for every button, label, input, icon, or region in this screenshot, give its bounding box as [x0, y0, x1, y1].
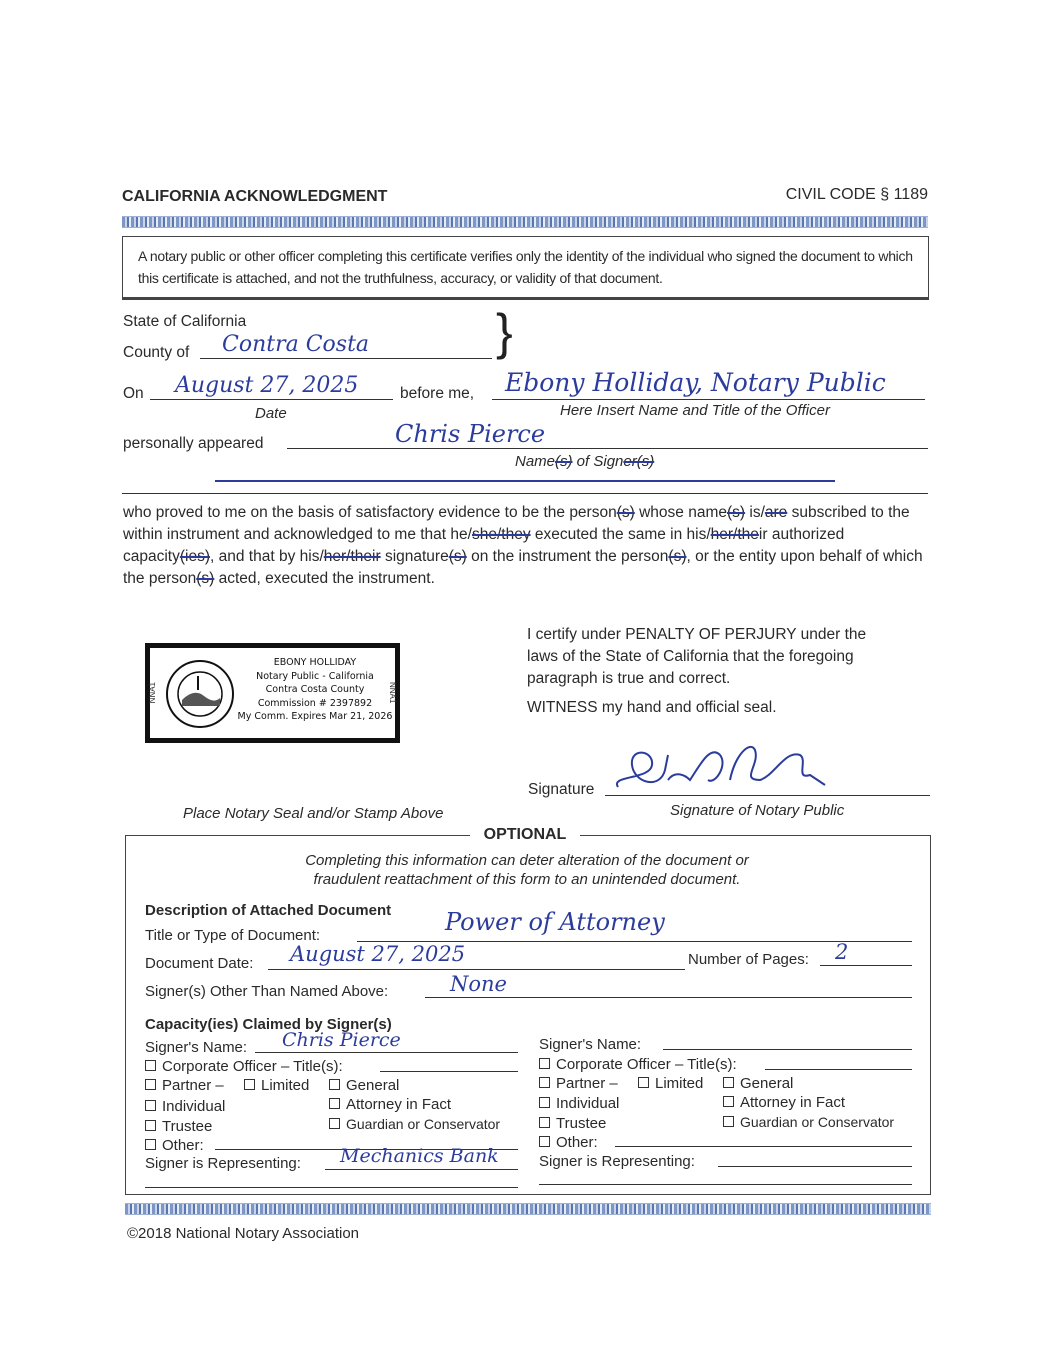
decorative-border [125, 1203, 931, 1215]
other-checkbox[interactable]: Other: [145, 1137, 204, 1154]
representing-field[interactable]: Mechanics Bank [340, 1145, 499, 1167]
signer-name-line [255, 1052, 518, 1053]
pages-label: Number of Pages: [688, 951, 809, 968]
signature-caption: Signature of Notary Public [670, 802, 845, 819]
corporate-officer-checkbox[interactable]: Corporate Officer – Title(s): [539, 1056, 737, 1073]
pages-line [820, 965, 912, 966]
county-field[interactable]: Contra Costa [222, 332, 370, 357]
notice-text: A notary public or other officer completing this certificate verifies only the identity of the individual who signed the document to which this certificate is attached, and not the truthfulness, accuracy, or validity of that document. [138, 248, 913, 286]
limited-checkbox[interactable]: Limited [244, 1077, 309, 1094]
signer-name-field[interactable]: Chris Pierce [395, 420, 546, 448]
other-checkbox[interactable]: Other: [539, 1134, 598, 1151]
state-seal-icon [164, 658, 236, 730]
copyright: ©2018 National Notary Association [127, 1225, 360, 1242]
state-label: State of California [123, 313, 247, 330]
trustee-checkbox[interactable]: Trustee [539, 1115, 606, 1132]
officer-line [492, 399, 925, 400]
general-checkbox[interactable]: General [723, 1075, 793, 1092]
guardian-checkbox[interactable]: Guardian or Conservator [723, 1114, 894, 1130]
second-appeared-line [122, 493, 928, 494]
document-title-field[interactable]: Power of Attorney [445, 908, 665, 936]
acknowledgment-paragraph: who proved to me on the basis of satisfactory evidence to be the person(s) whose name(s) is/are subscribed to the within instrument and acknowledged to me that he/she/they executed the same in his/her/their authorized capacity(ies), and that by his/her/their signature(s) on the instrument the person(s), or the entity upon behalf of which the person(s) acted, executed the instrument. [123, 504, 923, 587]
civil-code: CIVIL CODE § 1189 [785, 186, 928, 203]
stamp-caption: Place Notary Seal and/or Stamp Above [183, 805, 444, 822]
partner-checkbox[interactable]: Partner – [539, 1075, 618, 1092]
extra-line [539, 1184, 912, 1185]
certify-text: I certify under PENALTY OF PERJURY under the laws of the State of California that the foregoing paragraph is true and correct. [527, 626, 867, 687]
representing-line [325, 1169, 518, 1170]
document-date-line [268, 969, 685, 970]
signer-name-field[interactable]: Chris Pierce [282, 1029, 401, 1051]
description-heading: Description of Attached Document [145, 902, 392, 919]
stamp-text: EBONY HOLLIDAY Notary Public - California Contra Costa County Commission # 2397892 My Comm. Expires Mar 21, 2026 [237, 657, 393, 722]
representing-label: Signer is Representing: [145, 1155, 301, 1172]
date-line [150, 399, 393, 400]
county-line [200, 358, 492, 359]
other-signers-label: Signer(s) Other Than Named Above: [145, 983, 389, 1000]
guardian-checkbox[interactable]: Guardian or Conservator [329, 1116, 500, 1132]
attorney-in-fact-checkbox[interactable]: Attorney in Fact [329, 1096, 451, 1113]
county-label: County of [123, 344, 190, 361]
appeared-label: personally appeared [123, 435, 264, 452]
document-date-label: Document Date: [145, 955, 254, 972]
individual-checkbox[interactable]: Individual [539, 1095, 619, 1112]
optional-box [125, 835, 931, 1195]
document-date-field[interactable]: August 27, 2025 [290, 942, 466, 966]
officer-field[interactable]: Ebony Holliday, Notary Public [505, 368, 886, 397]
on-label: On [123, 385, 144, 402]
other-signers-field[interactable]: None [450, 972, 507, 996]
attorney-in-fact-checkbox[interactable]: Attorney in Fact [723, 1094, 845, 1111]
corporate-officer-checkbox[interactable]: Corporate Officer – Title(s): [145, 1058, 343, 1075]
handwritten-strike-line [215, 480, 835, 482]
individual-checkbox[interactable]: Individual [145, 1098, 225, 1115]
signer-name-label: Signer's Name: [145, 1039, 248, 1056]
decorative-border [122, 216, 928, 228]
notary-stamp [145, 643, 400, 743]
signer-caption: Name(s) of Signer(s) [515, 453, 655, 470]
corp-line [765, 1069, 912, 1070]
stamp-side-label: NNA1 [388, 682, 397, 704]
notice-box [122, 236, 929, 300]
date-caption: Date [255, 405, 287, 422]
before-me-label: before me, [400, 385, 475, 402]
date-field[interactable]: August 27, 2025 [175, 373, 359, 398]
pages-field[interactable]: 2 [835, 940, 849, 964]
title-label: Title or Type of Document: [145, 927, 321, 944]
optional-note: Completing this information can deter alteration of the document or fraudulent reattachment of this form to an unintended document. [305, 852, 749, 888]
signer-name-label: Signer's Name: [539, 1036, 642, 1053]
representing-line [718, 1166, 912, 1167]
other-line [615, 1146, 912, 1147]
stamp-side-label: NNA1 [148, 682, 157, 704]
appeared-line [287, 448, 928, 449]
signer-name-line [663, 1049, 912, 1050]
witness-text: WITNESS my hand and official seal. [527, 699, 777, 716]
brace: } [496, 304, 513, 360]
notary-signature [610, 735, 840, 800]
general-checkbox[interactable]: General [329, 1077, 399, 1094]
officer-caption: Here Insert Name and Title of the Officer [560, 402, 830, 419]
partner-checkbox[interactable]: Partner – [145, 1077, 224, 1094]
extra-line [145, 1187, 518, 1188]
corp-line [380, 1071, 518, 1072]
limited-checkbox[interactable]: Limited [638, 1075, 703, 1092]
form-title: CALIFORNIA ACKNOWLEDGMENT [122, 188, 388, 205]
representing-label: Signer is Representing: [539, 1153, 695, 1170]
trustee-checkbox[interactable]: Trustee [145, 1118, 212, 1135]
other-signers-line [425, 997, 912, 998]
capacity-heading: Capacity(ies) Claimed by Signer(s) [145, 1016, 392, 1033]
optional-heading: OPTIONAL [470, 826, 580, 844]
signature-label: Signature [528, 781, 595, 798]
